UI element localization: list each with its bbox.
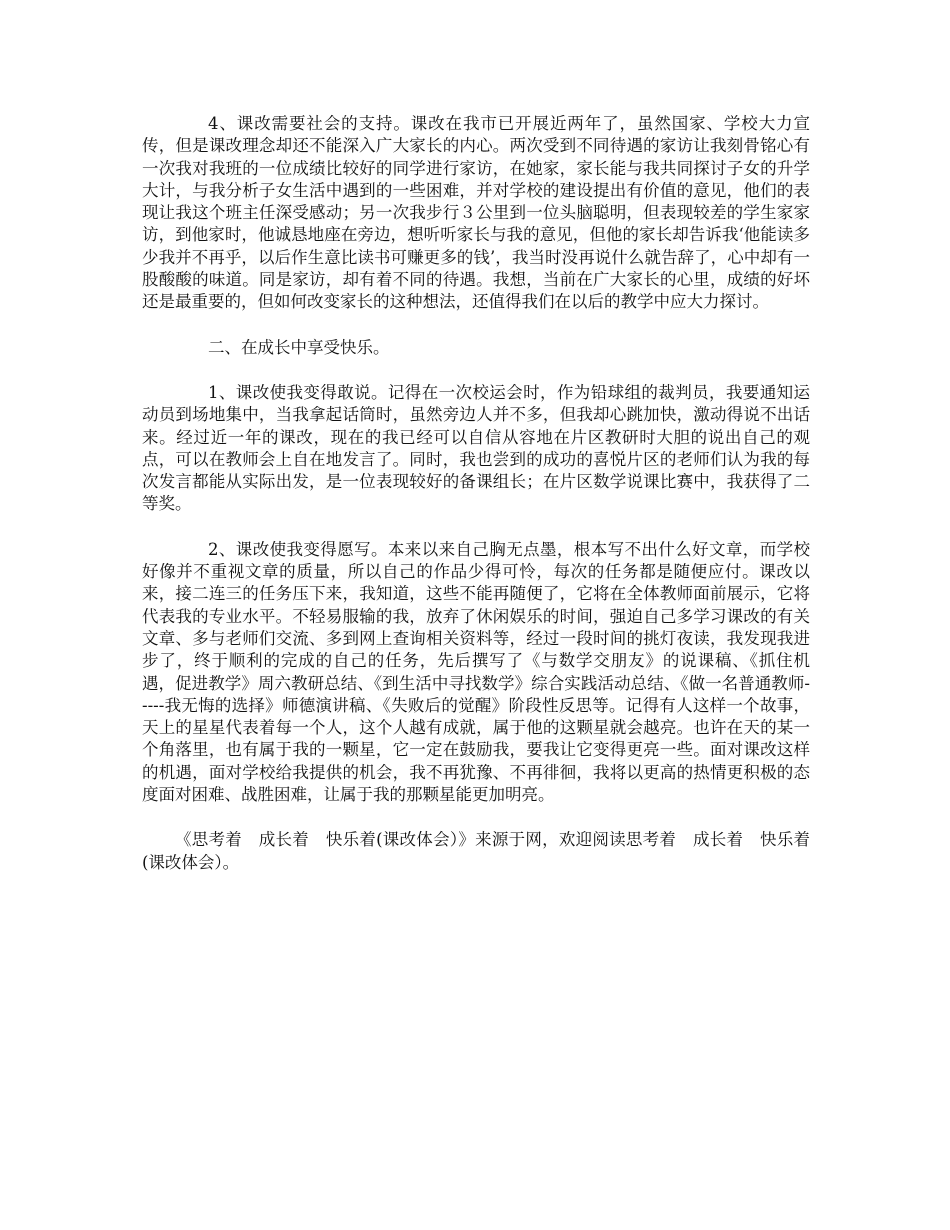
paragraph-social-support: 4、课改需要社会的支持。课改在我市已开展近两年了，虽然国家、学校大力宣传，但是课改理念却还不能深入广大家长的内心。两次受到不同待遇的家访让我刻骨铭心有一次我对我班的一位成绩比较好的同学进行家访，在她家，家长能与我共同探讨子女的升学大计，与我分析子女生活中遇到的一些困难，并对学校的建设提出有价值的意见，他们的表现让我这个班主任深受感动；另一次我步行３公里到一位头脑聪明，但表现较差的学生家家访，到他家时，他诚恳地座在旁边，想听听家长与我的意见，但他的家长却告诉我‘他能读多少我并不再乎，以后作生意比读书可赚更多的钱’，我当时没再说什么就告辞了，心中却有一股酸酸的味道。同是家访，却有着不同的待遇。我想，当前在广大家长的心里，成绩的好坏还是最重要的，但如何改变家长的这种想法，还值得我们在以后的教学中应大力探讨。 <box>142 114 810 312</box>
source-note: 《思考着 成长着 快乐着(课改体会）》来源于网，欢迎阅读思考着 成长着 快乐着(课改体会）。 <box>142 830 810 872</box>
document-body <box>142 113 810 897</box>
paragraph-willing-to-write: 2、课改使我变得愿写。本来以来自己胸无点墨，根本写不出什么好文章，而学校好像并不重视文章的质量，所以自己的作品少得可怜，每次的任务都是随便应付。课改以来，接二连三的任务压下来，我知道，这些不能再随便了，它将在全体教师面前展示，它将代表我的专业水平。不轻易服输的我，放弃了休闲娱乐的时间，强迫自己多学习课改的有关文章、多与老师们交流、多到网上查询相关资料等，经过一段时间的挑灯夜读，我发现我进步了，终于顺利的完成的自己的任务，先后撰写了《与数学交朋友》的说课稿、《抓住机遇，促进教学》周六教研总结、《到生活中寻找数学》综合实践活动总结、《做一名普通教师-----我无悔的选择》师德演讲稿、《失败后的觉醒》阶段性反思等。记得有人这样一个故事，天上的星星代表着每一个人，这个人越有成就，属于他的这颗星就会越亮。也许在天的某一个角落里，也有属于我的一颗星，它一定在鼓励我，要我让它变得更亮一些。面对课改这样的机遇，面对学校给我提供的机会，我不再犹豫、不再徘徊，我将以更高的热情更积极的态度面对困难、战胜困难，让属于我的那颗星能更加明亮。 <box>142 539 810 805</box>
section-heading-enjoy-growth: 二、在成长中享受快乐。 <box>208 337 390 357</box>
paragraph-dare-to-speak: 1、课改使我变得敢说。记得在一次校运会时，作为铅球组的裁判员，我要通知运动员到场地集中，当我拿起话筒时，虽然旁边人并不多，但我却心跳加快，激动得说不出话来。经过近一年的课改，现在的我已经可以自信从容地在片区教研时大胆的说出自己的观点，可以在教师会上自在地发言了。同时，我也尝到的成功的喜悦片区的老师们认为我的每次发言都能从实际出发，是一位表现较好的备课组长；在片区数学说课比赛中，我获得了二等奖。 <box>142 382 810 514</box>
